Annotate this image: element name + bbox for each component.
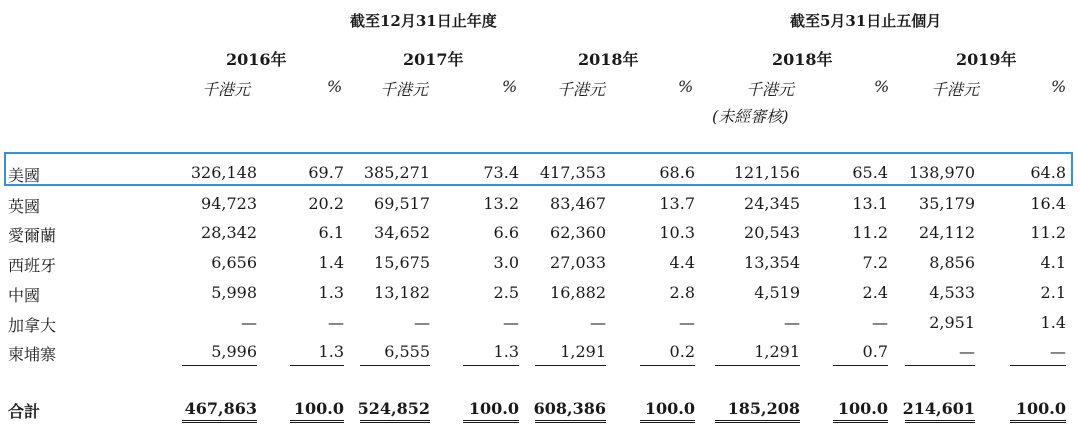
cell-amount-2018: 417,353: [539, 163, 606, 182]
cell-amount-2019-5m: —: [959, 342, 975, 361]
unit-amount-2018: 千港元: [557, 80, 606, 99]
cell-amount-2017: 385,271: [363, 163, 430, 182]
cell-pct-2016: 100.0: [293, 399, 344, 418]
row-label: 英國: [8, 197, 41, 216]
cell-pct-2018-5m: —: [872, 313, 888, 332]
cell-pct-2017: 3.0: [493, 253, 519, 272]
total-double-rule: [535, 420, 606, 423]
cell-amount-2018: 27,033: [550, 253, 606, 272]
cell-pct-2017: 13.2: [483, 194, 519, 213]
cell-pct-2018: 0.2: [669, 342, 695, 361]
unit-amount-2017: 千港元: [380, 80, 429, 99]
cell-amount-2018-5m: 121,156: [733, 163, 800, 182]
cell-amount-2016: 5,996: [211, 342, 257, 361]
total-double-rule: [463, 420, 519, 423]
unit-amount-2019-5m: 千港元: [931, 80, 980, 99]
cell-amount-2016: 326,148: [190, 163, 257, 182]
cell-amount-2016: 28,342: [201, 223, 257, 242]
cell-pct-2016: —: [328, 313, 344, 332]
cell-amount-2016: 6,656: [211, 253, 257, 272]
cell-amount-2017: 69,517: [374, 194, 430, 213]
cell-pct-2017: 100.0: [468, 399, 519, 418]
cell-pct-2017: 1.3: [493, 342, 519, 361]
subtotal-rule: [535, 365, 606, 366]
cell-pct-2017: 6.6: [493, 223, 519, 242]
cell-amount-2018-5m: 20,543: [744, 223, 800, 242]
cell-amount-2016: —: [241, 313, 257, 332]
subtotal-rule: [1010, 365, 1066, 366]
subtotal-rule: [463, 365, 519, 366]
cell-amount-2018-5m: 4,519: [754, 283, 800, 302]
group-header-fiscal-year: 截至12月31日止年度: [350, 12, 497, 30]
cell-pct-2018: 10.3: [659, 223, 695, 242]
unit-pct-2019-5m: %: [1051, 77, 1067, 96]
year-2018: 2018年: [578, 50, 639, 69]
subtotal-rule: [182, 365, 257, 366]
cell-pct-2018-5m: 65.4: [852, 163, 888, 182]
cell-pct-2018-5m: 0.7: [862, 342, 888, 361]
cell-pct-2018: 13.7: [659, 194, 695, 213]
unit-pct-2017: %: [502, 77, 518, 96]
cell-pct-2018: 2.8: [669, 283, 695, 302]
cell-amount-2018-5m: 13,354: [744, 253, 800, 272]
cell-amount-2017: 6,555: [384, 342, 430, 361]
cell-pct-2016: 20.2: [308, 194, 344, 213]
cell-pct-2016: 1.3: [318, 342, 344, 361]
cell-pct-2018-5m: 13.1: [852, 194, 888, 213]
subtotal-rule: [290, 365, 344, 366]
year-2016: 2016年: [226, 50, 287, 69]
subtotal-rule: [360, 365, 430, 366]
cell-amount-2017: 524,852: [357, 399, 430, 418]
year-2018-5m: 2018年: [772, 50, 833, 69]
cell-pct-2018-5m: 7.2: [862, 253, 888, 272]
total-double-rule: [640, 420, 695, 423]
cell-amount-2018-5m: 1,291: [754, 342, 800, 361]
year-2019-5m: 2019年: [956, 50, 1017, 69]
cell-pct-2018-5m: 2.4: [862, 283, 888, 302]
cell-pct-2019-5m: 1.4: [1040, 313, 1066, 332]
subtotal-rule: [715, 365, 800, 366]
cell-pct-2019-5m: 4.1: [1040, 253, 1066, 272]
cell-amount-2018-5m: —: [784, 313, 800, 332]
cell-amount-2019-5m: 35,179: [919, 194, 975, 213]
total-label: 合計: [8, 402, 41, 421]
cell-amount-2016: 94,723: [201, 194, 257, 213]
cell-pct-2019-5m: 64.8: [1030, 163, 1066, 182]
cell-pct-2016: 1.4: [318, 253, 344, 272]
total-double-rule: [360, 420, 430, 423]
cell-pct-2018: 68.6: [659, 163, 695, 182]
cell-amount-2019-5m: 24,112: [919, 223, 975, 242]
cell-amount-2018: 83,467: [550, 194, 606, 213]
subtotal-rule: [833, 365, 888, 366]
subtotal-rule: [905, 365, 975, 366]
cell-amount-2017: 34,652: [374, 223, 430, 242]
cell-amount-2018-5m: 24,345: [744, 194, 800, 213]
row-label: 美國: [8, 166, 41, 185]
cell-amount-2019-5m: 8,856: [929, 253, 975, 272]
row-label: 愛爾蘭: [8, 226, 57, 245]
cell-pct-2016: 1.3: [318, 283, 344, 302]
cell-pct-2019-5m: 11.2: [1030, 223, 1066, 242]
cell-amount-2016: 467,863: [184, 399, 257, 418]
cell-amount-2017: 15,675: [374, 253, 430, 272]
cell-amount-2019-5m: 214,601: [902, 399, 975, 418]
cell-pct-2019-5m: 16.4: [1030, 194, 1066, 213]
group-header-five-months: 截至5月31日止五個月: [790, 12, 942, 30]
total-double-rule: [905, 420, 975, 423]
cell-pct-2017: 73.4: [483, 163, 519, 182]
cell-pct-2019-5m: 2.1: [1040, 283, 1066, 302]
cell-pct-2016: 69.7: [308, 163, 344, 182]
cell-pct-2018-5m: 100.0: [837, 399, 888, 418]
total-double-rule: [715, 420, 800, 423]
subtotal-rule: [640, 365, 695, 366]
cell-pct-2019-5m: 100.0: [1015, 399, 1066, 418]
total-double-rule: [833, 420, 888, 423]
cell-amount-2019-5m: 138,970: [908, 163, 975, 182]
total-double-rule: [1010, 420, 1066, 423]
unit-pct-2018-5m: %: [874, 77, 890, 96]
cell-pct-2016: 6.1: [318, 223, 344, 242]
cell-amount-2019-5m: 2,951: [929, 313, 975, 332]
cell-pct-2018-5m: 11.2: [852, 223, 888, 242]
cell-amount-2018: 608,386: [533, 399, 606, 418]
cell-amount-2016: 5,998: [211, 283, 257, 302]
total-double-rule: [290, 420, 344, 423]
cell-pct-2017: 2.5: [493, 283, 519, 302]
cell-amount-2018: —: [590, 313, 606, 332]
unit-pct-2016: %: [327, 77, 343, 96]
cell-amount-2017: —: [414, 313, 430, 332]
row-label: 加拿大: [8, 316, 57, 335]
cell-pct-2017: —: [503, 313, 519, 332]
cell-pct-2018: 100.0: [644, 399, 695, 418]
unit-amount-2016: 千港元: [202, 80, 251, 99]
row-label: 中國: [8, 286, 41, 305]
cell-amount-2018: 62,360: [550, 223, 606, 242]
total-double-rule: [182, 420, 257, 423]
row-label: 柬埔寨: [8, 345, 57, 364]
cell-amount-2018-5m: 185,208: [727, 399, 800, 418]
cell-amount-2017: 13,182: [374, 283, 430, 302]
row-label: 西班牙: [8, 256, 57, 275]
unit-pct-2018: %: [678, 77, 694, 96]
cell-amount-2018: 1,291: [560, 342, 606, 361]
cell-amount-2018: 16,882: [550, 283, 606, 302]
cell-pct-2019-5m: —: [1050, 342, 1066, 361]
cell-pct-2018: —: [679, 313, 695, 332]
cell-pct-2018: 4.4: [669, 253, 695, 272]
cell-amount-2019-5m: 4,533: [929, 283, 975, 302]
unaudited-note: (未經審核): [712, 107, 789, 126]
year-2017: 2017年: [403, 50, 464, 69]
unit-amount-2018-5m: 千港元: [746, 80, 795, 99]
